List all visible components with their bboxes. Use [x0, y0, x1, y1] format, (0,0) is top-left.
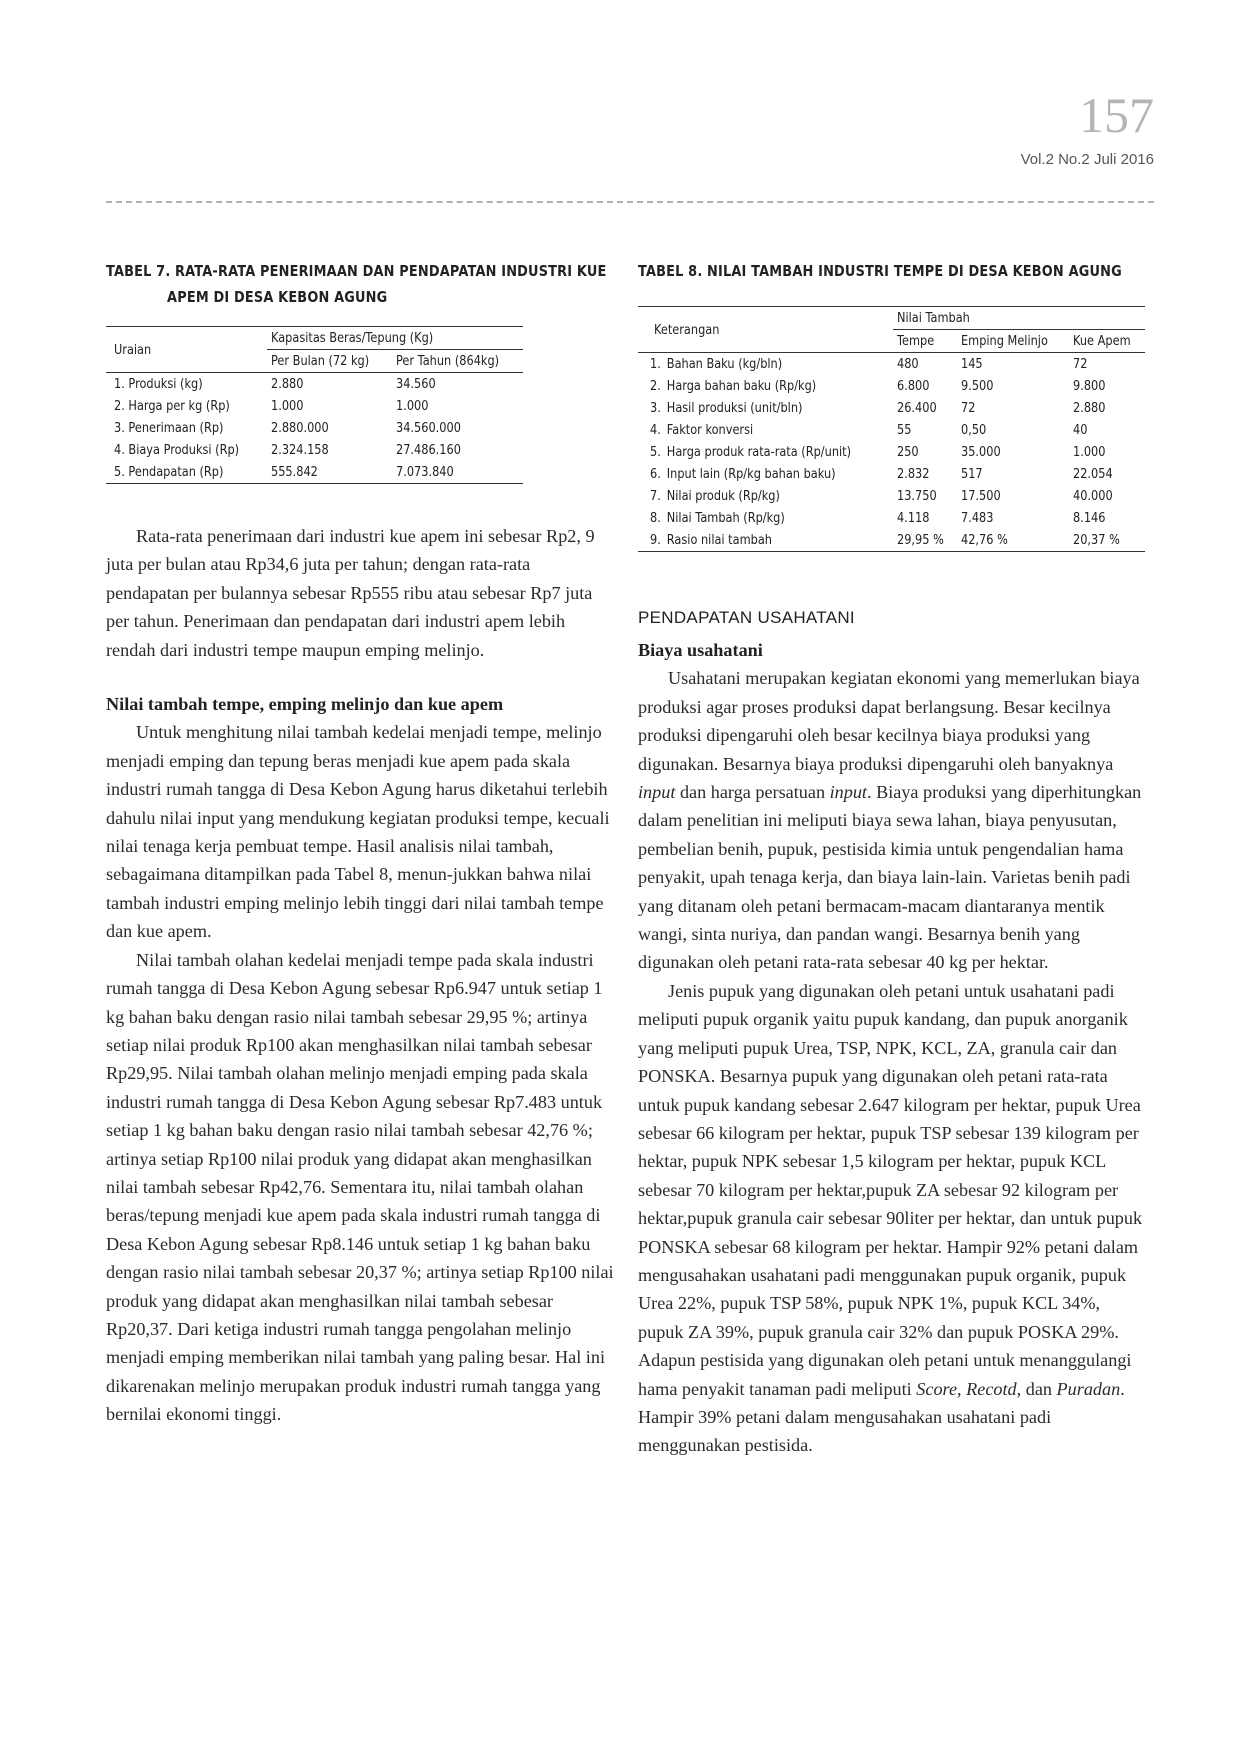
table7: [106, 326, 523, 484]
table-row: [638, 529, 1145, 552]
table7-cell-bulan: 2.880.000: [270, 420, 329, 436]
header-divider: [106, 201, 1154, 203]
table8-cell-label: 8. Nilai Tambah (Rp/kg): [650, 510, 785, 526]
table-row: [638, 507, 1145, 529]
left-paragraph-3: Nilai tambah olahan kedelai menjadi tempe pada skala industri rumah tangga di Desa Kebon Agung sebesar Rp6.947 untuk setiap 1 kg bahan baku dengan rasio nilai tambah sebesar 29,95 %; artinya setiap nilai produk Rp100 akan menghasilkan nilai tambah sebesar Rp29,95. Nilai tambah olahan melinjo menjadi emping pada skala industri rumah tangga di Desa Kebon Agung sebesar Rp7.483 untuk setiap 1 kg bahan baku dengan rasio nilai tambah sebesar 42,76 %; artinya setiap Rp100 nilai produk yang didapat akan menghasilkan nilai tambah sebesar Rp42,76. Sementara itu, nilai tambah olahan beras/tepung menjadi kue apem pada skala industri rumah tangga di Desa Kebon Agung sebesar Rp8.146 untuk setiap 1 kg bahan baku dengan rasio nilai tambah sebesar 20,37 %; artinya setiap Rp100 nilai produk yang didapat akan menghasilkan nilai tambah sebesar Rp20,37. Dari ketiga industri rumah tangga pengolahan melinjo menjadi emping memberikan nilai tambah yang paling besar. Hal ini dikarenakan melinjo merupakan produk industri rumah tangga yang bernilai ekonomi tinggi.: [106, 949, 614, 1425]
table8-cell-tempe: 2.832: [897, 466, 930, 482]
table8-cell-apem: 20,37 %: [1072, 532, 1120, 548]
table-row: [638, 375, 1145, 397]
table8-cell-label: 6. Input lain (Rp/kg bahan baku): [650, 466, 836, 482]
table-row: [638, 397, 1145, 419]
table8-cell-apem: 9.800: [1072, 378, 1106, 394]
table8-cell-apem: 1.000: [1072, 444, 1106, 460]
table8-cell-apem: 72: [1072, 356, 1087, 372]
table8-cell-label: 2. Harga bahan baku (Rp/kg): [650, 378, 817, 394]
table-row: [638, 485, 1145, 507]
table8-cell-tempe: 250: [897, 444, 919, 460]
left-column: [106, 262, 614, 1429]
table8-cell-emping: 0,50: [961, 422, 987, 438]
table7-cell-tahun: 34.560: [395, 376, 436, 392]
table8-cell-label: 4. Faktor konversi: [650, 422, 754, 438]
table8-cell-tempe: 13.750: [897, 488, 938, 504]
table8-cell-tempe: 480: [897, 356, 919, 372]
table8-cell-emping: 72: [961, 400, 976, 416]
table7-cell-bulan: 555.842: [270, 464, 318, 480]
table8-header-group: Nilai Tambah: [893, 307, 1145, 330]
table7-header-tahun: Per Tahun (864kg): [395, 353, 499, 369]
volume-info: Vol.2 No.2 Juli 2016: [1020, 151, 1154, 168]
table8-cell-label: 9. Rasio nilai tambah: [650, 532, 772, 548]
table-row: [106, 461, 523, 484]
table8-cell-label: 3. Hasil produksi (unit/bln): [650, 400, 803, 416]
table8-header-keterangan: Keterangan: [654, 321, 720, 338]
table8-cell-label: 7. Nilai produk (Rp/kg): [650, 488, 780, 504]
table7-cell-label: 4. Biaya Produksi (Rp): [114, 442, 240, 458]
table8-cell-label: 1. Bahan Baku (kg/bln): [650, 356, 783, 372]
table-row: [106, 417, 523, 439]
table-row: [106, 395, 523, 417]
table7-cell-label: 1. Produksi (kg): [114, 376, 203, 392]
table8-header-tempe: Tempe: [897, 333, 935, 349]
table8-caption: TABEL 8. NILAI TAMBAH INDUSTRI TEMPE DI DESA KEBON AGUNG: [638, 262, 1122, 280]
page-number: 157: [1079, 87, 1154, 143]
table8-cell-apem: 8.146: [1072, 510, 1106, 526]
table-row: [638, 353, 1145, 376]
table8-cell-tempe: 4.118: [897, 510, 930, 526]
table-row: [106, 373, 523, 396]
right-paragraph-2: Jenis pupuk yang digunakan oleh petani untuk usahatani padi meliputi pupuk organik yaitu pupuk kandang, dan pupuk anorganik yang meliputi pupuk Urea, TSP, NPK, KCL, ZA, granula cair dan PONSKA. Besarnya pupuk yang digunakan oleh petani rata-rata untuk pupuk kandang sebesar 2.647 kilogram per hektar, pupuk Urea sebesar 66 kilogram per hektar, pupuk TSP sebesar 139 kilogram per hektar, pupuk NPK sebesar 1,5 kilogram per hektar, pupuk KCL sebesar 70 kilogram per hektar,pupuk ZA sebesar 92 kilogram per hektar,pupuk granula cair sebesar 90liter per hektar, dan untuk pupuk PONSKA sebesar 68 kilogram per hektar. Hampir 92% petani dalam mengusahakan usahatani padi menggunakan pupuk organik, pupuk Urea 22%, pupuk TSP 58%, pupuk NPK 1%, pupuk KCL 34%, pupuk ZA 39%, pupuk granula cair 32% dan pupuk POSKA 29%. Adapun pestisida yang digunakan oleh petani untuk menanggulangi hama penyakit tanaman padi meliputi Score, Recotd, dan Puradan. Hampir 39% petani dalam mengusahakan usahatani padi menggunakan pestisida.: [638, 980, 1143, 1456]
table8-cell-tempe: 6.800: [897, 378, 930, 394]
table8-cell-emping: 17.500: [961, 488, 1001, 504]
table8-cell-tempe: 26.400: [897, 400, 938, 416]
table7-cell-tahun: 34.560.000: [395, 420, 461, 436]
table8-cell-tempe: 55: [897, 422, 912, 438]
table7-caption: [106, 262, 613, 306]
table-row: [638, 441, 1145, 463]
table8: [638, 306, 1145, 552]
table8-cell-emping: 517: [961, 466, 983, 482]
table8-cell-apem: 40.000: [1072, 488, 1113, 504]
left-paragraph-2: Untuk menghitung nilai tambah kedelai menjadi tempe, melinjo menjadi emping dan tepung beras menjadi kue apem pada skala industri rumah tangga di Desa Kebon Agung harus diketahui terlebih dahulu nilai input yang mendukung kegiatan produksi tempe, kecuali nilai tenaga kerja pembuat tempe. Hasil analisis nilai tambah, sebagaimana ditampilkan pada Tabel 8, menun-jukkan bahwa nilai tambah industri emping melinjo lebih tinggi dari nilai tambah tempe dan kue apem.: [106, 722, 610, 942]
table8-cell-emping: 35.000: [961, 444, 1001, 460]
table7-cell-label: 2. Harga per kg (Rp): [114, 398, 230, 414]
table8-cell-emping: 42,76 %: [961, 532, 1008, 548]
table7-caption-line1: TABEL 7. RATA-RATA PENERIMAAN DAN PENDAPATAN INDUSTRI KUE: [106, 262, 607, 280]
right-subheading: Biaya usahatani: [638, 640, 763, 660]
table7-header-uraian: Uraian: [114, 341, 152, 358]
table8-cell-emping: 145: [961, 356, 983, 372]
table-row: [638, 419, 1145, 441]
table7-cell-bulan: 2.880: [270, 376, 304, 392]
table8-cell-tempe: 29,95 %: [897, 532, 945, 548]
table7-cell-tahun: 1.000: [395, 398, 429, 414]
right-column: [638, 262, 1144, 1460]
table8-cell-label: 5. Harga produk rata-rata (Rp/unit): [650, 444, 852, 460]
table8-cell-apem: 2.880: [1072, 400, 1106, 416]
table8-cell-emping: 9.500: [961, 378, 994, 394]
table8-cell-emping: 7.483: [961, 510, 994, 526]
right-paragraph-1: Usahatani merupakan kegiatan ekonomi yang memerlukan biaya produksi agar proses produksi dapat berlangsung. Besar kecilnya produksi dipengaruhi oleh besar kecilnya biaya produksi yang digunakan. Besarnya biaya produksi dipengaruhi oleh banyaknya input dan harga persatuan input. Biaya produksi yang diperhitungkan dalam penelitian ini meliputi biaya sewa lahan, biaya penyusutan, pembelian benih, pupuk, pestisida kimia untuk pengendalian hama penyakit, upah tenaga kerja, dan biaya lain-lain. Varietas benih padi yang ditanam oleh petani bermacam-macam diantaranya mentik wangi, sinta nuriya, dan pandan wangi. Besarnya benih yang digunakan oleh petani rata-rata sebesar 40 kg per hektar.: [638, 668, 1142, 973]
table-row: [638, 463, 1145, 485]
table7-cell-tahun: 7.073.840: [395, 464, 454, 480]
table8-cell-apem: 22.054: [1072, 466, 1113, 482]
table8-cell-apem: 40: [1072, 422, 1087, 438]
table7-caption-line2: APEM DI DESA KEBON AGUNG: [167, 288, 388, 306]
table7-cell-bulan: 1.000: [270, 398, 304, 414]
table7-cell-bulan: 2.324.158: [270, 442, 329, 458]
table-row: [106, 439, 523, 461]
table7-cell-label: 5. Pendapatan (Rp): [114, 464, 224, 480]
section-heading: PENDAPATAN USAHATANI: [638, 608, 855, 627]
table7-header-group: Kapasitas Beras/Tepung (Kg): [267, 327, 523, 350]
table7-cell-tahun: 27.486.160: [395, 442, 461, 458]
table7-cell-label: 3. Penerimaan (Rp): [114, 420, 224, 436]
table8-header-emping: Emping Melinjo: [961, 333, 1049, 349]
table7-header-bulan: Per Bulan (72 kg): [270, 353, 370, 369]
left-subheading: Nilai tambah tempe, emping melinjo dan kue apem: [106, 694, 504, 715]
table8-header-apem: Kue Apem: [1072, 333, 1131, 349]
left-paragraph-1: Rata-rata penerimaan dari industri kue apem ini sebesar Rp2, 9 juta per bulan atau Rp34,6 juta per tahun; dengan rata-rata pendapatan per bulannya sebesar Rp555 ribu atau sebesar Rp7 juta per tahun. Penerimaan dan pendapatan dari industri apem lebih rendah dari industri tempe maupun emping melinjo.: [106, 526, 595, 660]
